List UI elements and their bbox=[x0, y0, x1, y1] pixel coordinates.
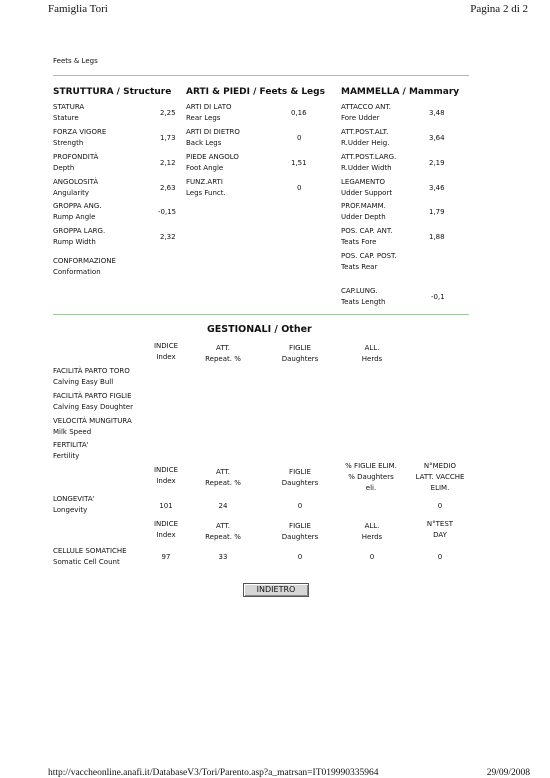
col-att-header: ATT. Repeat. % bbox=[205, 468, 241, 487]
col-att-header: ATT. Repeat. % bbox=[205, 522, 241, 541]
trait-label: VELOCITÀ MUNGITURA Milk Speed bbox=[53, 417, 132, 436]
family-title: Famiglia Tori bbox=[48, 3, 108, 15]
trait-value: -0,1 bbox=[431, 293, 445, 301]
trait-value: 2,25 bbox=[160, 109, 176, 117]
trait-label: ARTI DI LATO Rear Legs bbox=[186, 103, 232, 122]
trait-value: 3,46 bbox=[429, 184, 445, 192]
trait-value: 1,88 bbox=[429, 233, 445, 241]
divider-top bbox=[53, 75, 469, 76]
scc-index: 97 bbox=[161, 553, 171, 561]
col-avg-lactations-header: N°MEDIO LATT. VACCHE ELIM. bbox=[415, 462, 465, 492]
trait-label: ATTACCO ANT. Fore Udder bbox=[341, 103, 392, 122]
trait-label: PIEDE ANGOLO Foot Angle bbox=[186, 153, 239, 172]
col-index-header: INDICE Index bbox=[153, 466, 179, 485]
trait-label: LEGAMENTO Udder Support bbox=[341, 178, 393, 197]
col-daughters-header: FIGLIE Daughters bbox=[281, 344, 319, 363]
trait-label: GROPPA LARG. Rump Width bbox=[53, 227, 106, 246]
trait-value: 1,73 bbox=[160, 134, 176, 142]
trait-label: FUNZ.ARTI Legs Funct. bbox=[186, 178, 226, 197]
trait-value: 3,48 bbox=[429, 109, 445, 117]
scc-test-day: 0 bbox=[437, 553, 443, 561]
longevity-repeat: 24 bbox=[218, 502, 228, 510]
trait-label: GROPPA ANG. Rump Angle bbox=[53, 202, 102, 221]
trait-label: CELLULE SOMATICHE Somatic Cell Count bbox=[53, 547, 127, 566]
trait-label: PROFONDITÀ Depth bbox=[53, 153, 99, 172]
trait-label: ARTI DI DIETRO Back Legs bbox=[186, 128, 240, 147]
structure-header: STRUTTURA / Structure bbox=[53, 87, 172, 97]
col-test-day-header: N°TEST DAY bbox=[426, 520, 454, 539]
scc-daughters: 0 bbox=[297, 553, 303, 561]
col-daughters-header: FIGLIE Daughters bbox=[281, 522, 319, 541]
col-herds-header: ALL. Herds bbox=[361, 522, 383, 541]
trait-value: 1,79 bbox=[429, 208, 445, 216]
trait-value: 2,63 bbox=[160, 184, 176, 192]
trait-label: POS. CAP. ANT. Teats Fore bbox=[341, 227, 393, 246]
trait-value: 2,32 bbox=[160, 233, 176, 241]
longevity-index: 101 bbox=[159, 502, 173, 510]
mammary-header: MAMMELLA / Mammary bbox=[341, 87, 460, 97]
trait-label: ATT.POST.ALT. R.Udder Heig. bbox=[341, 128, 390, 147]
trait-label: FACILITÀ PARTO FIGLIE Calving Easy Doughter bbox=[53, 392, 133, 411]
page-number: Pagina 2 di 2 bbox=[470, 3, 528, 15]
trait-value: 2,19 bbox=[429, 159, 445, 167]
trait-label: FORZA VIGORE Strength bbox=[53, 128, 107, 147]
trait-label: CAP.LUNG. Teats Length bbox=[341, 287, 386, 306]
trait-value: 0 bbox=[297, 134, 302, 142]
longevity-avg-lactations: 0 bbox=[437, 502, 443, 510]
trait-value: 1,51 bbox=[291, 159, 307, 167]
col-herds-header: ALL. Herds bbox=[361, 344, 383, 363]
scc-herds: 0 bbox=[369, 553, 375, 561]
scc-repeat: 33 bbox=[218, 553, 228, 561]
trait-label: STATURA Stature bbox=[53, 103, 85, 122]
col-daughters-header: FIGLIE Daughters bbox=[281, 468, 319, 487]
trait-label: FERTILITA' Fertility bbox=[53, 441, 89, 460]
col-culled-daughters-header: % FIGLIE ELIM. % Daughters eli. bbox=[345, 462, 397, 492]
print-date: 29/09/2008 bbox=[486, 768, 530, 778]
trait-value: -0,15 bbox=[158, 208, 177, 216]
longevity-daughters: 0 bbox=[297, 502, 303, 510]
trait-value: 0 bbox=[297, 184, 302, 192]
section-label: Feets & Legs bbox=[53, 57, 98, 65]
col-index-header: INDICE Index bbox=[153, 342, 179, 361]
trait-label: CONFORMAZIONE Conformation bbox=[53, 257, 116, 276]
trait-value: 2,12 bbox=[160, 159, 176, 167]
trait-value: 0,16 bbox=[291, 109, 307, 117]
trait-label: FACILITÀ PARTO TORO Calving Easy Bull bbox=[53, 367, 130, 386]
trait-label: ATT.POST.LARG. R.Udder Width bbox=[341, 153, 397, 172]
trait-label: ANGOLOSITÀ Angularity bbox=[53, 178, 99, 197]
col-att-header: ATT. Repeat. % bbox=[205, 344, 241, 363]
trait-label: PROF.MAMM. Udder Depth bbox=[341, 202, 386, 221]
trait-value: 3,64 bbox=[429, 134, 445, 142]
divider-middle bbox=[53, 314, 469, 315]
col-index-header: INDICE Index bbox=[153, 520, 179, 539]
gestionali-title: GESTIONALI / Other bbox=[207, 324, 312, 335]
page-url: http://vaccheonline.anafi.it/DatabaseV3/Tori/Parento.asp?a_matrsan=IT019990335964 bbox=[48, 768, 379, 778]
feet-header: ARTI & PIEDI / Feets & Legs bbox=[186, 87, 325, 97]
trait-label: POS. CAP. POST. Teats Rear bbox=[341, 252, 397, 271]
back-button[interactable]: INDIETRO bbox=[243, 583, 309, 597]
trait-label: LONGEVITA' Longevity bbox=[53, 495, 95, 514]
